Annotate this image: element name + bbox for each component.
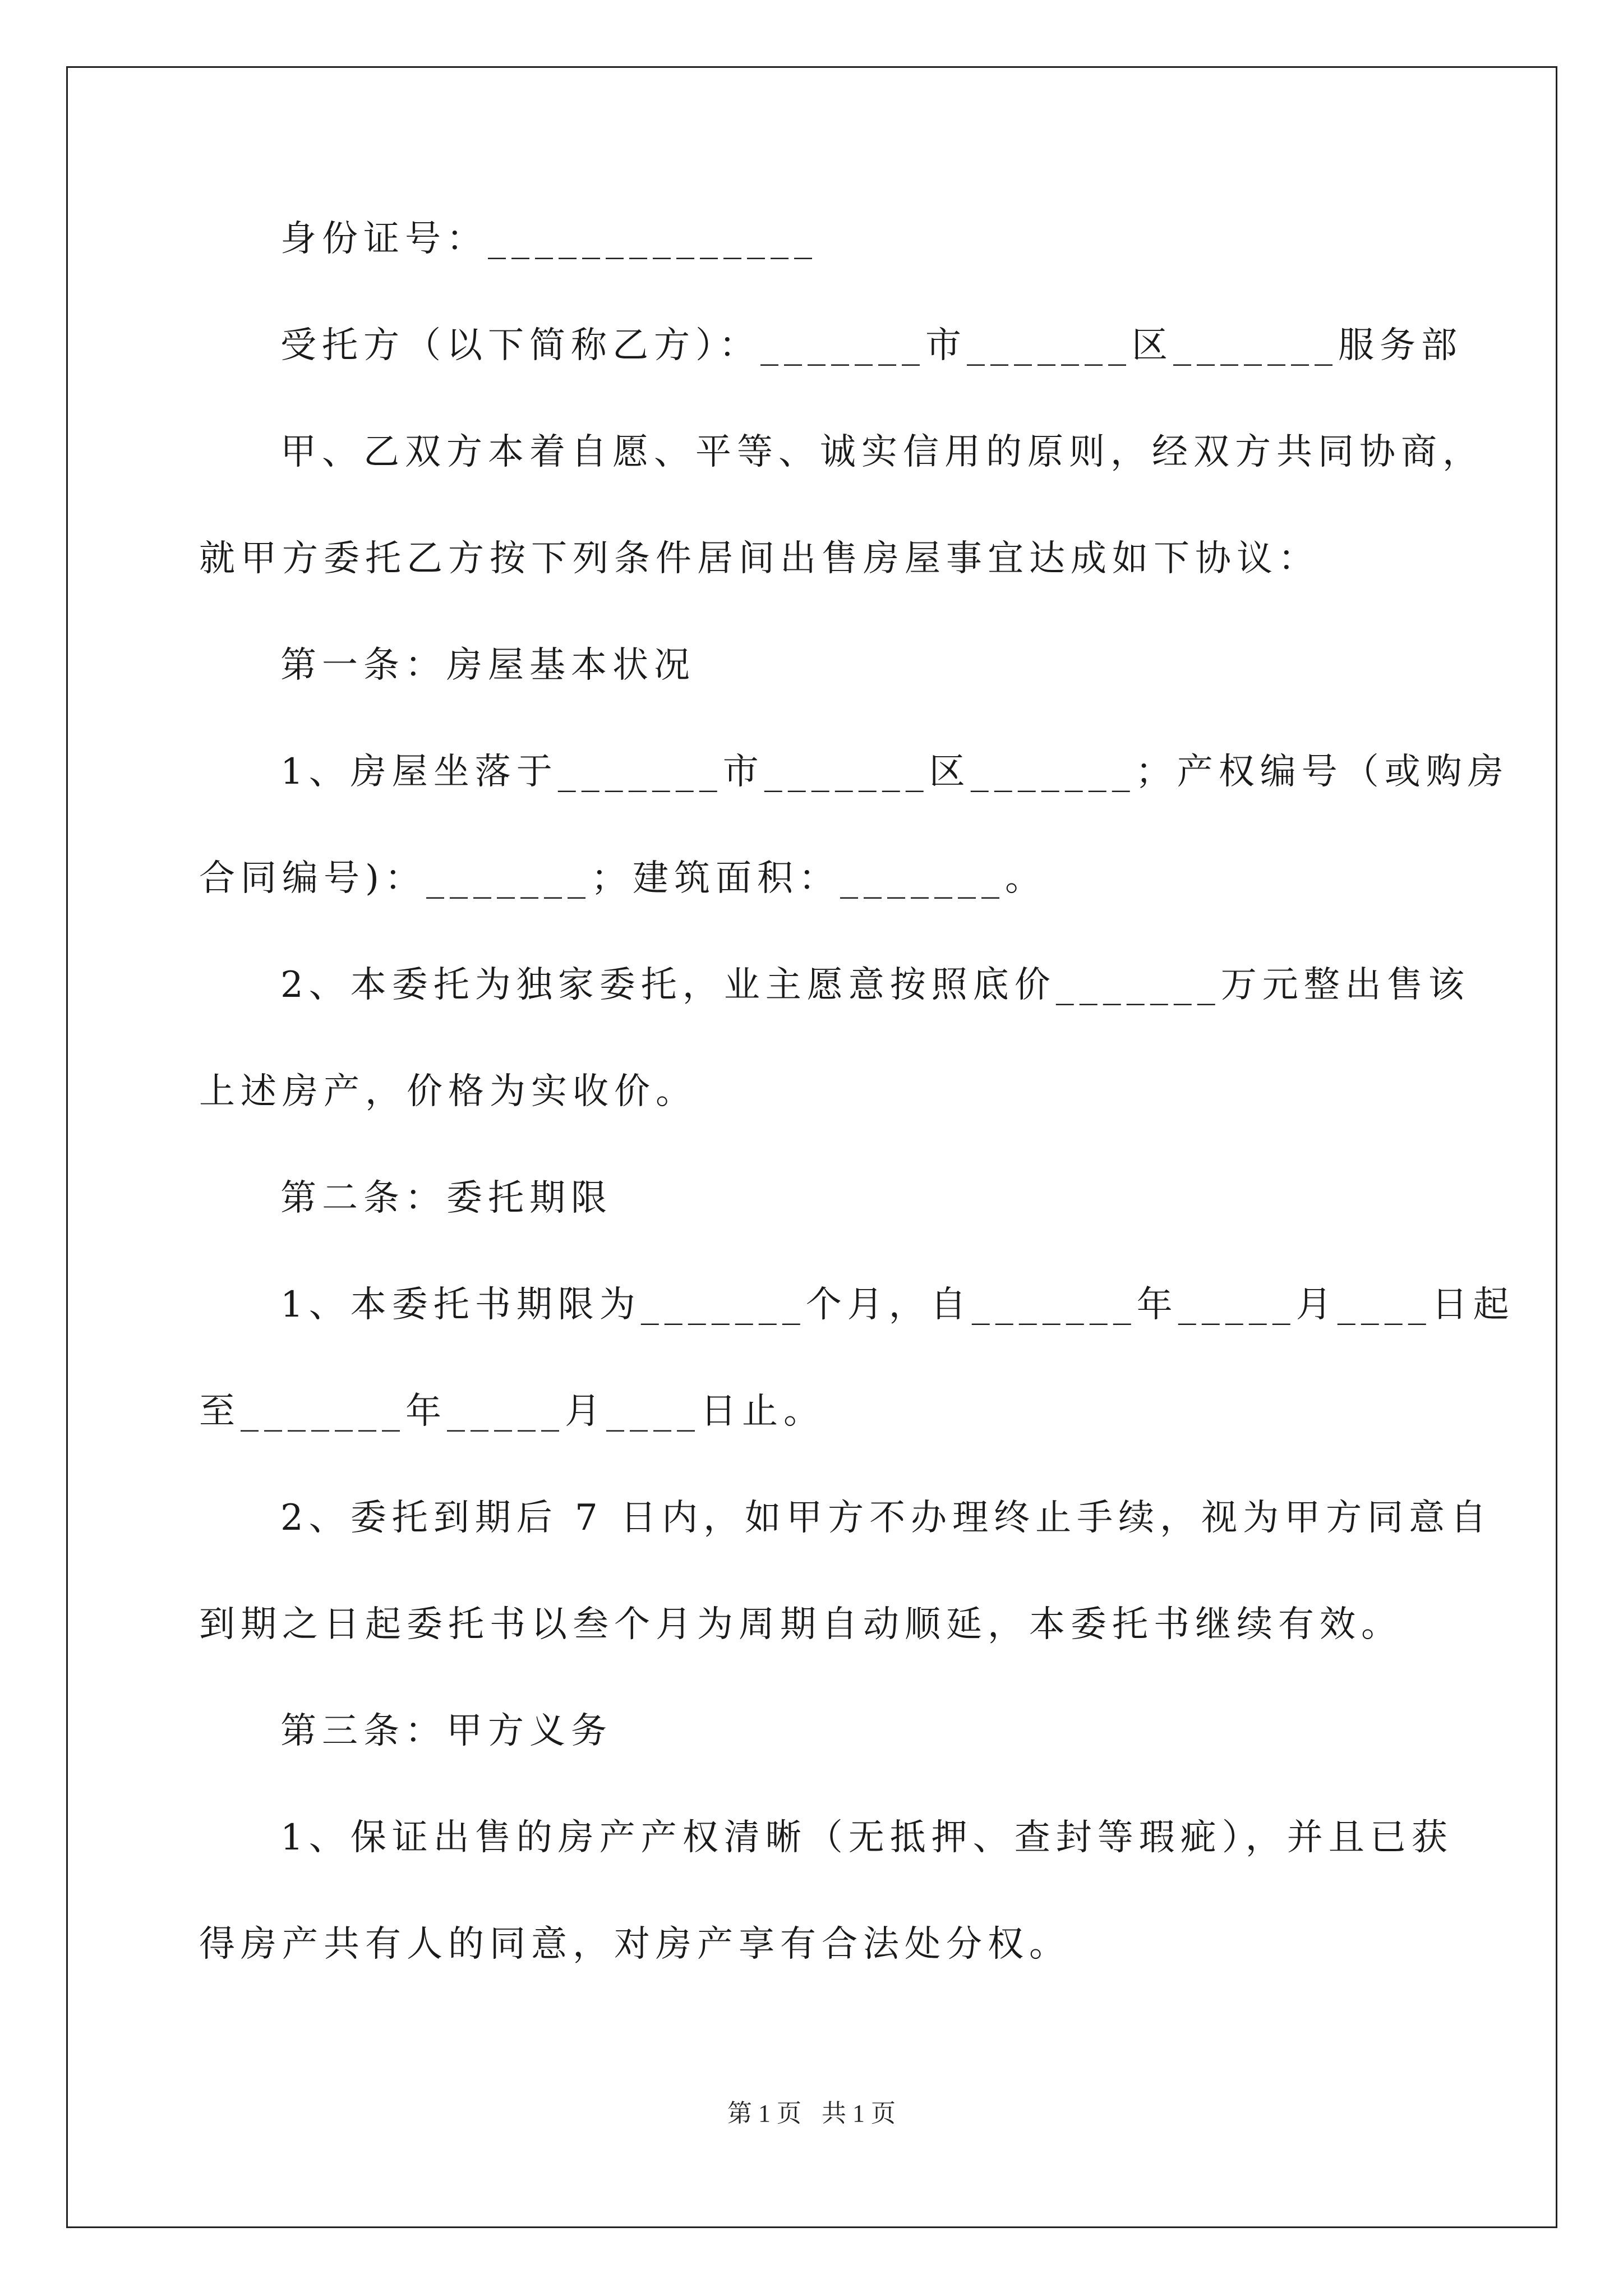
- trustee-line: 受托方（以下简称乙方）：_______市_______区_______服务部: [280, 325, 1463, 366]
- page-number: 第 1 页: [727, 2100, 801, 2127]
- article-3-heading: 第三条：甲方义务: [280, 1710, 612, 1752]
- article-2-clause-1-line-1: 1、本委托书期限为_______个月，自_______年_____月____日起: [280, 1284, 1515, 1326]
- article-2-clause-2-line-2: 到期之日起委托书以叁个月为周期自动顺延，本委托书继续有效。: [199, 1604, 1403, 1645]
- page-footer: [0, 2098, 1623, 2129]
- article-3-clause-1-line-2: 得房产共有人的同意，对房产享有合法处分权。: [199, 1924, 1071, 1965]
- article-2-clause-1-line-2: 至_______年_____月____日止。: [199, 1391, 825, 1432]
- preamble-line-2: 就甲方委托乙方按下列条件居间出售房屋事宜达成如下协议：: [199, 538, 1320, 579]
- article-1-clause-1-line-1: 1、房屋坐落于_______市_______区_______；产权编号（或购房: [280, 751, 1509, 793]
- article-3-clause-1-line-1: 1、保证出售的房产产权清晰（无抵押、查封等瑕疵），并且已获: [280, 1817, 1453, 1858]
- article-1-clause-2-line-1: 2、本委托为独家委托，业主愿意按照底价_______万元整出售该: [280, 964, 1470, 1006]
- id-number-line: 身份证号：______________: [280, 218, 818, 260]
- page-total: 共 1 页: [822, 2100, 896, 2127]
- page-border: [66, 66, 1557, 2228]
- article-2-clause-2-line-1: 2、委托到期后 7 日内，如甲方不办理终止手续，视为甲方同意自: [280, 1497, 1492, 1539]
- article-1-clause-2-line-2: 上述房产，价格为实收价。: [199, 1071, 697, 1112]
- article-1-heading: 第一条：房屋基本状况: [280, 645, 695, 686]
- article-2-heading: 第二条：委托期限: [280, 1177, 612, 1219]
- article-1-clause-1-line-2: 合同编号)：_______；建筑面积：_______。: [199, 858, 1046, 899]
- preamble-line-1: 甲、乙双方本着自愿、平等、诚实信用的原则，经双方共同协商，: [280, 431, 1484, 473]
